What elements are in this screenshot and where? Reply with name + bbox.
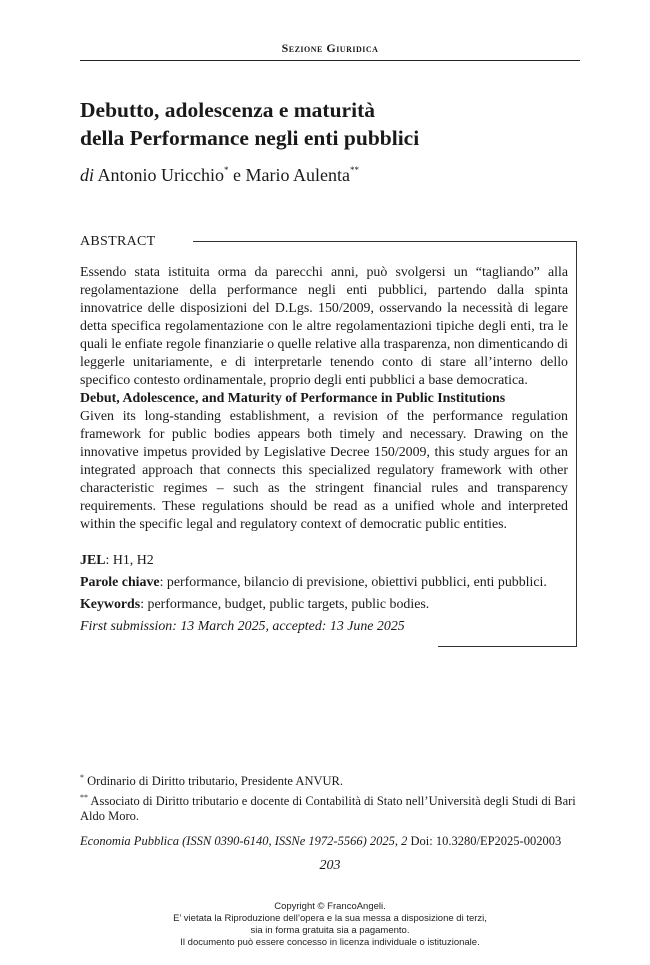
keywords — [80, 596, 568, 614]
jel-codes — [80, 552, 568, 570]
title-line-2: della Performance negli enti pubblici — [80, 126, 420, 150]
parole-chiave-label: Parole chiave — [80, 575, 160, 590]
copyright-line-4: Il documento può essere concesso in licenza individuale o istituzionale. — [180, 937, 480, 948]
author-prefix: di — [80, 165, 95, 185]
submission-dates: First submission: 13 March 2025, accepted: 13 June 2025 — [80, 619, 405, 634]
abstract-frame-right — [576, 241, 577, 646]
abstract-frame-top — [193, 241, 576, 242]
title-line-1: Debutto, adolescenza e maturità — [80, 98, 375, 122]
section-header: Sezione Giuridica — [281, 41, 379, 55]
copyright-line-1: Copyright © FrancoAngeli. — [274, 901, 386, 912]
abstract-english: Given its long-standing establishment, a revision of the performance regulation framework for public bodies appears both timely and necessary. Drawing on the innovative impetus provided by Legislative Decree 150/2009, this study argues for an integrated approach that connects this specialized regulatory framework with other characteristic regimes – such as the stringent financial rules and transparency requirements. These regulations should be read as a unified whole and interpreted within the specific legal and regulatory context of democratic public entities. — [80, 409, 568, 532]
footnote-2-mark: ** — [80, 792, 88, 802]
author-1: Antonio Uricchio — [97, 165, 225, 185]
copyright-line-2: E’ vietata la Riproduzione dell’opera e la sua messa a disposizione di terzi, — [173, 913, 487, 924]
jel-label: JEL — [80, 553, 106, 568]
footnote-1-text: Ordinario di Diritto tributario, Presidente ANVUR. — [84, 774, 343, 788]
abstract-english-title: Debut, Adolescence, and Maturity of Performance in Public Institutions — [80, 391, 506, 406]
footnote-1-mark: * — [80, 773, 84, 782]
footnotes — [80, 770, 580, 825]
keywords-label: Keywords — [80, 597, 141, 612]
header-rule — [80, 60, 580, 61]
doi: Doi: 10.3280/EP2025-002003 — [407, 834, 562, 848]
parole-chiave — [80, 574, 568, 592]
abstract-body — [80, 264, 568, 534]
jel-value: : H1, H2 — [105, 553, 154, 568]
keywords-value: : performance, budget, public targets, public bodies. — [140, 597, 430, 612]
journal-reference: Economia Pubblica (ISSN 0390-6140, ISSNe 1972-5566) 2025, 2 — [80, 834, 408, 848]
author-2: Mario Aulenta — [245, 165, 350, 185]
footnote-2 — [80, 790, 580, 825]
abstract-frame-bottom — [438, 646, 577, 647]
article-metadata — [80, 552, 568, 640]
page-number: 203 — [319, 858, 341, 873]
journal-citation — [80, 833, 580, 849]
footnote-2-text: Associato di Diritto tributario e docente di Contabilità di Stato nell’Università degli Studi di Bari Aldo Moro. — [80, 793, 576, 823]
author-conjunction: e — [233, 165, 242, 185]
abstract-italian: Essendo stata istituita orma da parecchi anni, può svolgersi un “tagliando” alla regolamentazione della performance negli enti pubblici, partendo dalla spinta innovatrice delle disposizioni del D.Lgs. 150/2009, osservando la necessità di legare detta specifica regolamentazione con le altre regolamentazioni tipiche degli enti, tra le quali le enfiate regole finanziarie o quelle relative alla trasparenza, non dimenticando di leggerle unitariamente, e di interpretarle tenendo conto di stare all’interno dello specifico contesto ordinamentale, proprio degli enti pubblici a base democratica. — [80, 265, 568, 388]
article-title — [80, 96, 580, 152]
footnote-1 — [80, 770, 580, 790]
author-1-footnote-mark: * — [224, 165, 229, 175]
parole-chiave-value: : performance, bilancio di previsione, obiettivi pubblici, enti pubblici. — [159, 575, 547, 590]
author-line — [80, 159, 359, 186]
copyright-line-3: sia in forma gratuita sia a pagamento. — [250, 925, 410, 936]
copyright-notice — [80, 901, 580, 949]
author-2-footnote-mark: ** — [350, 165, 359, 175]
abstract-label: ABSTRACT — [80, 234, 156, 249]
